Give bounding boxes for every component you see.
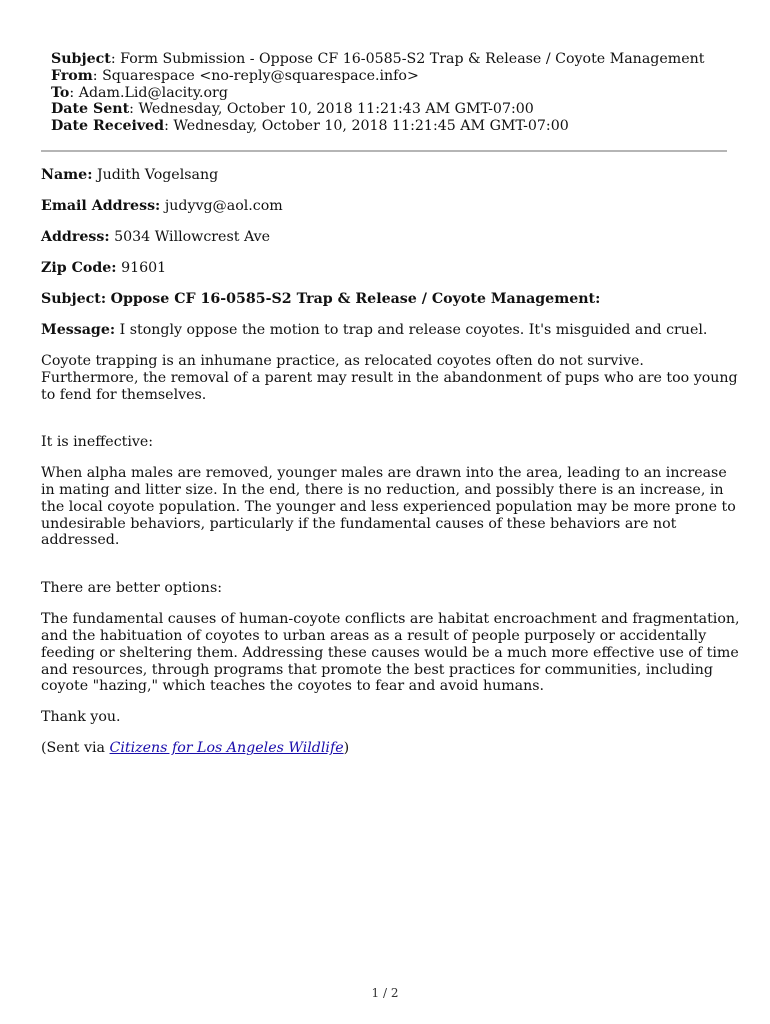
message-paragraph-5: The fundamental causes of human-coyote conflicts are habitat encroachment and fragmentation, and the habituation of coyotes to urban areas as a result of people purposely or accidentally feeding or sheltering them. Addressing these causes would be a much more effective use of time and resources, through programs that promote the best practices for communities, including coyote "hazing," which teaches the coyotes to fear and avoid humans. (41, 611, 740, 695)
form-email-label: Email Address: (41, 197, 161, 214)
header-date-sent-row: Date Sent: Wednesday, October 10, 2018 11:21:43 AM GMT-07:00 (51, 101, 534, 118)
form-message-label: Message: (41, 321, 116, 338)
form-message-field (41, 322, 741, 339)
sent-via-line (41, 740, 741, 757)
page-indicator: 1 / 2 (371, 986, 399, 1000)
form-address-value: 5034 Willowcrest Ave (114, 228, 271, 245)
form-email-value: judyvg@aol.com (164, 197, 283, 214)
message-paragraph-1: Coyote trapping is an inhumane practice, as relocated coyotes often do not survive. Furthermore, the removal of a parent may result in the abandonment of pups who are too young to fend for themselves. (41, 352, 738, 403)
form-subject-label: Subject: (41, 290, 107, 307)
header-from-row: From: Squarespace <no-reply@squarespace.info> (51, 67, 419, 84)
form-name-value: Judith Vogelsang (96, 167, 219, 183)
message-paragraph-4: There are better options: (41, 580, 223, 597)
header-divider (41, 150, 727, 152)
email-body (41, 167, 741, 771)
header-date-received-label: Date Received (51, 118, 165, 135)
header-subject-row: Subject: Form Submission - Oppose CF 16-0585-S2 Trap & Release / Coyote Management (51, 51, 705, 67)
sent-via-prefix: (Sent via (41, 740, 110, 757)
message-paragraph-3: When alpha males are removed, younger males are drawn into the area, leading to an increase in mating and litter size. In the end, there is no reduction, and possibly there is an increase, in the local coyote population. The younger and less experienced population may be more prone to undesirable behaviors, particularly if the fundamental causes of these behaviors are not addressed. (41, 465, 736, 549)
email-header (51, 51, 704, 135)
header-to-label: To (51, 84, 70, 101)
form-address-field (41, 229, 741, 246)
header-date-received-value: Wednesday, October 10, 2018 11:21:45 AM GMT-07:00 (173, 118, 569, 135)
sent-via-suffix: ) (343, 740, 350, 757)
form-zip-value: 91601 (121, 259, 167, 276)
message-paragraph-2: It is ineffective: (41, 434, 154, 451)
header-to-row: To: Adam.Lid@lacity.org (51, 84, 228, 101)
header-from-label: From (51, 67, 93, 84)
form-email-field (41, 198, 741, 215)
header-subject-label: Subject (51, 51, 111, 67)
header-date-sent-label: Date Sent (51, 101, 130, 118)
header-date-received-row: Date Received: Wednesday, October 10, 2018 11:21:45 AM GMT-07:00 (51, 118, 569, 135)
form-subject-field (41, 291, 741, 308)
form-address-label: Address: (41, 228, 110, 245)
form-name-label: Name: (41, 167, 93, 183)
header-from-value: Squarespace <no-reply@squarespace.info> (102, 67, 419, 84)
header-subject-value: Form Submission - Oppose CF 16-0585-S2 Trap & Release / Coyote Management (120, 51, 705, 67)
form-subject-value: Oppose CF 16-0585-S2 Trap & Release / Coyote Management: (110, 290, 601, 307)
form-message-value: I stongly oppose the motion to trap and release coyotes. It's misguided and cruel. (119, 321, 708, 338)
form-zip-label: Zip Code: (41, 259, 117, 276)
header-to-value: Adam.Lid@lacity.org (78, 84, 228, 101)
form-zip-field (41, 260, 741, 277)
citizens-for-la-wildlife-link[interactable]: Citizens for Los Angeles Wildlife (109, 740, 344, 757)
message-closing: Thank you. (41, 709, 121, 726)
form-name-field (41, 167, 741, 184)
header-date-sent-value: Wednesday, October 10, 2018 11:21:43 AM GMT-07:00 (138, 101, 534, 118)
